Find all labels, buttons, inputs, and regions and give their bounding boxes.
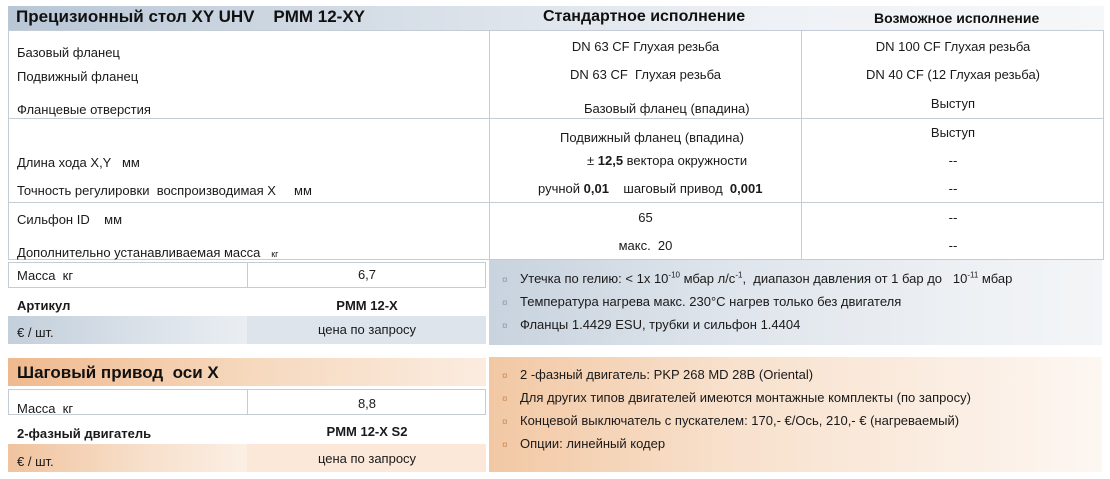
info-xy-line-2: ¤ Температура нагрева макс. 230°C нагрев только без двигателя [502,294,902,309]
label-flange-holes: Фланцевые отверстия [17,102,151,117]
label-motor-article: 2-фазный двигатель [17,426,152,441]
value-motor-price: цена по запросу [317,451,417,466]
opt-accuracy: -- [948,181,958,196]
std-stroke-prefix: ± [587,153,598,168]
opt-extra-mass: -- [948,238,958,253]
label-price: € / шт. [17,325,54,340]
info-motor-line-1: ¤ 2 -фазный двигатель: PKP 268 MD 28B (Oriental) [502,367,814,382]
std-flange-holes-moving: Подвижный фланец (впадина) [560,130,744,145]
motor-title: Шаговый привод оси X [17,363,219,382]
info-motor-line-2: ¤ Для других типов двигателей имеются монтажные комплекты (по запросу) [502,390,971,405]
label-bellows: Сильфон ID мм [17,212,123,227]
label-mass: Масса кг [17,268,74,283]
row-divider-2 [8,202,1104,203]
bullet-icon: ¤ [502,321,508,332]
bullet-icon: ¤ [502,298,508,309]
info-xy-line-1: ¤ Утечка по гелию: < 1x $10^{-10}$ мбар $л/с^{-1}$, диапазон давления от 1 бар до $10^{-11}$ мбар [502,270,1013,286]
std-accuracy-manual-value: 0,01 [583,181,609,196]
std-moving-flange: DN 63 CF Глухая резьба [570,67,721,82]
column-header-standard: Стандартное исполнение [543,8,746,25]
spec-table [8,30,1104,260]
bullet-icon: ¤ [502,440,508,451]
label-moving-flange: Подвижный фланец [17,69,139,84]
opt-bellows: -- [948,210,958,225]
opt-stroke: -- [948,153,958,168]
bullet-icon: ¤ [502,275,508,286]
std-accuracy-step-value: 0,001 [729,181,763,196]
opt-moving-flange: DN 40 CF (12 Глухая резьба) [865,67,1041,82]
opt-flange-holes: Выступ [930,96,976,111]
std-flange-holes: Базовый фланец (впадина) [584,101,750,116]
opt-flange-holes-moving: Выступ [930,125,976,140]
page-title: Прецизионный стол XY UHV PMM 12-XY [16,7,366,26]
std-bellows: 65 [638,210,653,225]
label-motor-price: € / шт. [17,454,54,469]
col-divider-2 [801,30,802,260]
value-article: PMM 12-X [336,298,398,313]
label-stroke: Длина хода X,Y мм [17,155,140,170]
value-price: цена по запросу [317,322,417,337]
label-extra-mass [17,245,278,260]
label-extra-mass-text: Дополнительно устанавливаемая масса [17,245,261,260]
std-extra-mass: макс. 20 [618,238,673,253]
bullet-icon: ¤ [502,417,508,428]
label-base-flange: Базовый фланец [17,45,120,60]
value-motor-article: PMM 12-X S2 [326,424,408,439]
bullet-icon: ¤ [502,394,508,405]
label-accuracy: Точность регулировки воспроизводимая X мм [17,183,312,198]
std-accuracy [538,181,762,196]
label-extra-mass-unit: кг [271,249,279,259]
column-header-optional: Возможное исполнение [874,10,1040,26]
opt-base-flange: DN 100 CF Глухая резьба [875,39,1031,54]
std-stroke [587,153,747,168]
col-divider-1 [489,30,490,260]
value-mass: 6,7 [357,267,377,282]
bullet-icon: ¤ [502,371,508,382]
info-motor-line-3: ¤ Концевой выключатель с пускателем: 170,- €/Ось, 210,- € (нагреваемый) [502,413,960,428]
label-motor-mass: Масса кг [17,401,74,416]
std-stroke-suffix: вектора окружности [623,153,748,168]
info-xy-line-3: ¤ Фланцы 1.4429 ESU, трубки и сильфон 1.4404 [502,317,801,332]
std-accuracy-manual: ручной [538,181,584,196]
std-base-flange: DN 63 CF Глухая резьба [571,39,720,54]
std-stroke-value: 12,5 [597,153,624,168]
std-accuracy-step: шаговый привод [608,181,730,196]
value-motor-mass: 8,8 [357,396,377,411]
row-divider-1 [8,118,1104,119]
info-motor-line-4: ¤ Опции: линейный кодер [502,436,666,451]
label-article: Артикул [17,298,71,313]
